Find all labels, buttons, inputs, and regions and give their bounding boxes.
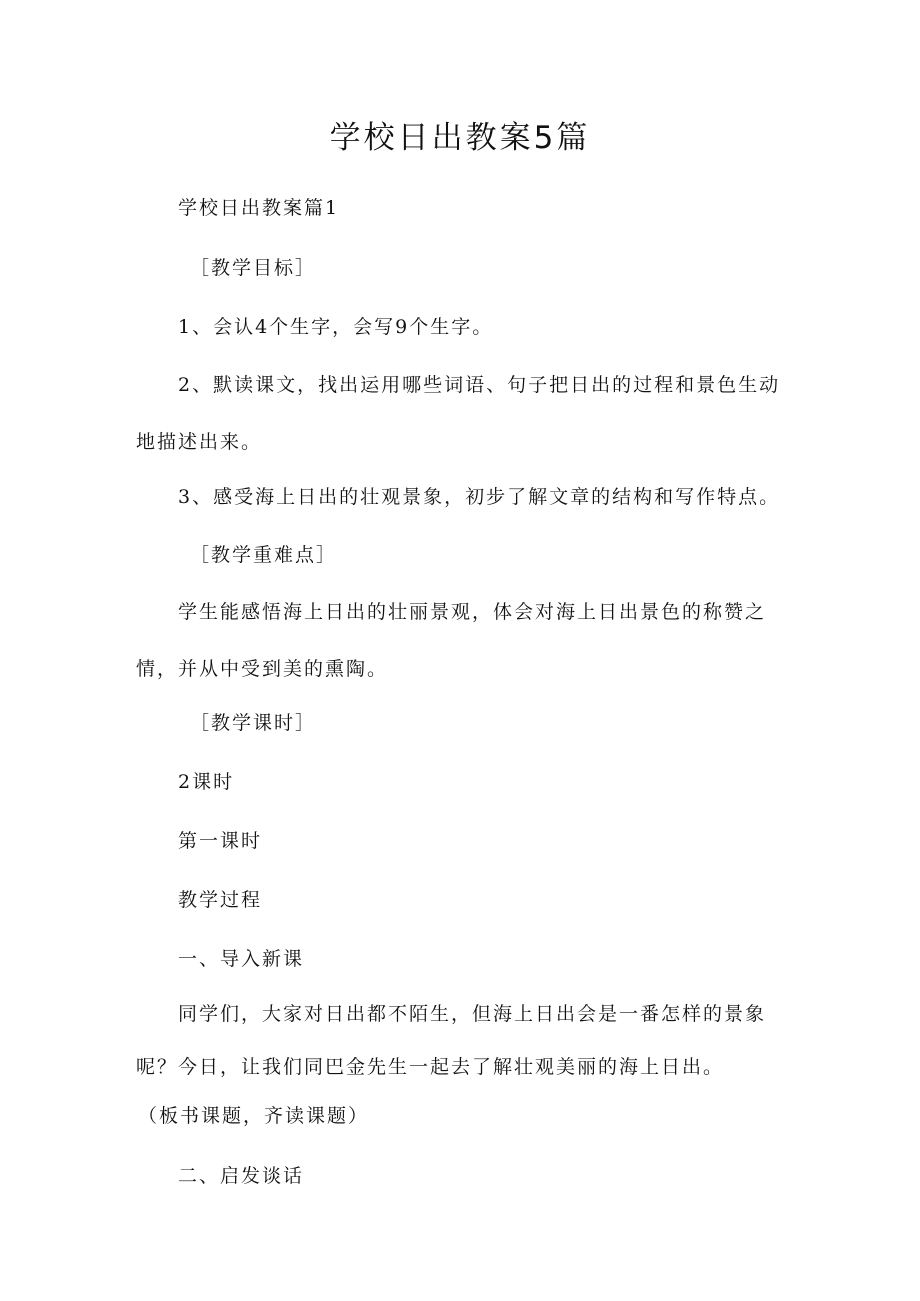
first-lesson-label: 第一课时 [178, 830, 263, 852]
section-heading: 学校日出教案篇1 [178, 197, 340, 219]
step-2-heading: 二、启发谈话 [178, 1165, 305, 1187]
objective-2: 2、默读课文，找出运用哪些词语、句子把日出的过程和景色生动地描述出来。 [136, 374, 781, 453]
hours-text: 2课时 [178, 771, 235, 793]
step-1-text: 同学们，大家对日出都不陌生，但海上日出会是一番怎样的景象呢？今日，让我们同巴金先生一起去了解壮观美丽的海上日出。 [136, 1003, 767, 1078]
difficulty-text: 学生能感悟海上日出的壮丽景观，体会对海上日出景色的称赞之情，并从中受到美的熏陶。 [136, 601, 767, 680]
process-heading: 教学过程 [178, 889, 263, 911]
objective-1: 1、会认4个生字，会写9个生字。 [178, 316, 494, 338]
difficulty-heading: ［教学重难点］ [190, 544, 338, 566]
step-1-note: （板书课题，齐读课题） [138, 1105, 370, 1127]
document-title: 学校日出教案5篇 [329, 120, 591, 156]
objectives-heading: ［教学目标］ [190, 257, 317, 279]
hours-heading: ［教学课时］ [190, 712, 317, 734]
objective-3: 3、感受海上日出的壮观景象，初步了解文章的结构和写作特点。 [178, 486, 781, 508]
step-1-heading: 一、导入新课 [178, 948, 305, 970]
